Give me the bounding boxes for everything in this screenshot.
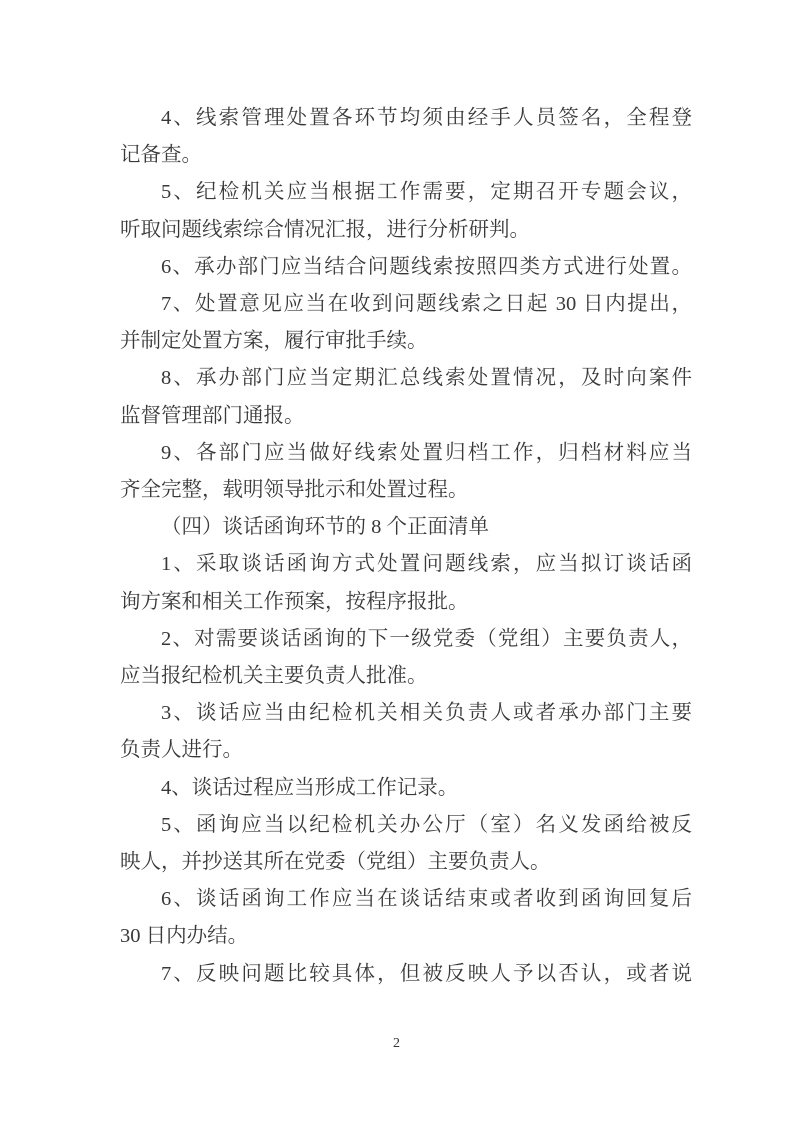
page-number: 2: [393, 1036, 400, 1051]
text-line: 3、谈话应当由纪检机关相关负责人或者承办部门主要: [161, 702, 692, 725]
text-line: 询方案和相关工作预案，按程序报批。: [120, 590, 469, 613]
text-line: 9、各部门应当做好线索处置归档工作，归档材料应当: [161, 441, 692, 464]
document-body: [120, 100, 692, 993]
text-line: 7、处置意见应当在收到问题线索之日起 30 日内提出，: [161, 293, 692, 316]
page-footer: [0, 1034, 793, 1052]
text-line: 30 日内办结。: [120, 925, 249, 948]
text-line: 映人，并抄送其所在党委（党组）主要负责人。: [120, 851, 551, 874]
text-line: 5、纪检机关应当根据工作需要，定期召开专题会议，: [161, 181, 692, 204]
text-line: 监督管理部门通报。: [120, 404, 305, 427]
text-line: 记备查。: [120, 144, 202, 167]
text-line: 6、谈话函询工作应当在谈话结束或者收到函询回复后: [161, 888, 692, 911]
text-line: 齐全完整，载明领导批示和处置过程。: [120, 479, 469, 502]
text-line: 6、承办部门应当结合问题线索按照四类方式进行处置。: [161, 255, 692, 278]
text-line: 4、线索管理处置各环节均须由经手人员签名，全程登: [161, 107, 692, 129]
text-line: 5、函询应当以纪检机关办公厅（室）名义发函给被反: [161, 813, 692, 836]
text-line: 1、采取谈话函询方式处置问题线索，应当拟订谈话函: [161, 553, 692, 576]
text-line: 7、反映问题比较具体，但被反映人予以否认，或者说: [161, 962, 692, 985]
section-heading: （四）谈话函询环节的 8 个正面清单: [161, 516, 489, 539]
text-line: 2、对需要谈话函询的下一级党委（党组）主要负责人，: [161, 627, 692, 650]
text-line: 应当报纪检机关主要负责人批准。: [120, 665, 428, 688]
text-line: 负责人进行。: [120, 739, 243, 762]
text-line: 听取问题线索综合情况汇报，进行分析研判。: [120, 218, 530, 241]
text-line: 8、承办部门应当定期汇总线索处置情况，及时向案件: [161, 367, 692, 390]
text-line: 并制定处置方案，履行审批手续。: [120, 330, 428, 353]
text-line: 4、谈话过程应当形成工作记录。: [161, 776, 459, 799]
